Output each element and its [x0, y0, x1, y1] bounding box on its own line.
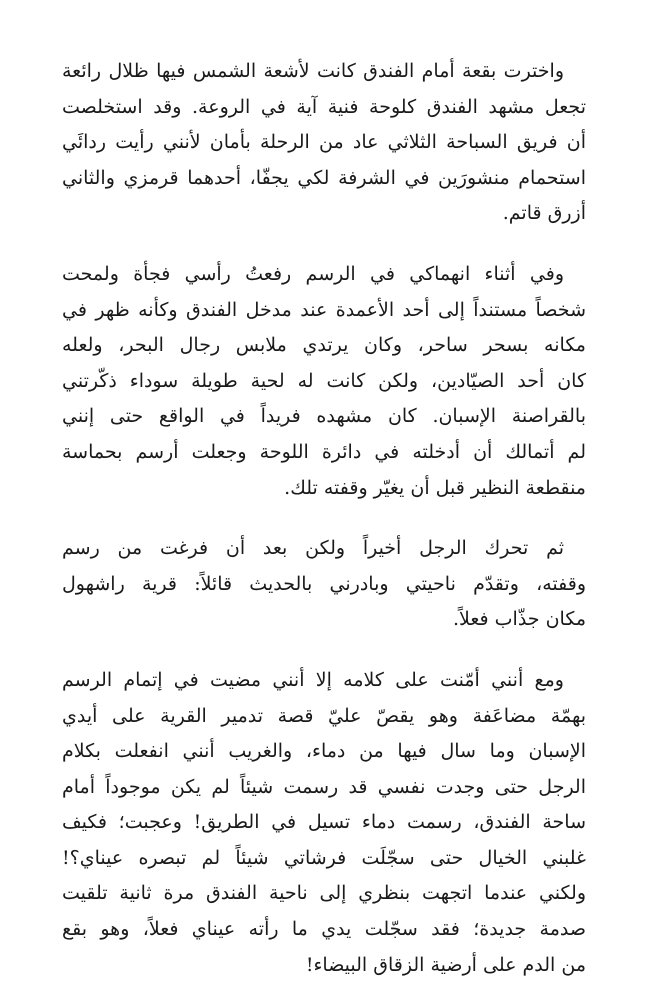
document-page [62, 54, 586, 983]
text-line: استحمام منشورَين في الشرفة لكي يجفّا، أحدهما قرمزي والثاني [62, 166, 586, 189]
text-line: بهمّة مضاعَفة وهو يقصّ عليّ قصة تدمير القرية على أيدي [62, 704, 586, 727]
text-line: منقطعة النظير قبل أن يغيّر وقفته تلك. [284, 476, 586, 499]
text-line: أن فريق السباحة الثلاثي عاد من الرحلة بأمان لأنني رأيت ردائَي [62, 131, 586, 154]
text-line: واخترت بقعة أمام الفندق كانت لأشعة الشمس فيها ظلال رائعة [62, 60, 564, 82]
text-line: ساحة الفندق، رسمت دماء تسيل في الطريق! وعجبت؛ فكيف [62, 811, 586, 834]
paragraph-2 [62, 257, 586, 506]
text-line: أزرق قاتم. [502, 202, 586, 225]
text-line: وقفته، وتقدّم ناحيتي وبادرني بالحديث قائلاً: قرية راشهول [62, 572, 586, 595]
paragraph-4 [62, 663, 586, 983]
text-line: مكان جذّاب فعلاً. [453, 608, 586, 631]
text-line: الرجل حتى وجدت نفسي قد رسمت شيئاً لم يكن موجوداً أمام [62, 775, 586, 798]
text-line: صدمة جديدة؛ فقد سجّلت يدي ما رأته عيناي فعلاً، وهو بقع [62, 918, 586, 941]
text-line: غلبني الخيال حتى سجّلَت فرشاتي شيئاً لم تبصره عيناي؟! [62, 846, 586, 869]
text-line: الإسبان وما سال فيها من دماء، والغريب أنني انفعلت بكلام [62, 740, 586, 763]
text-line: ولكني عندما اتجهت بنظري إلى ناحية الفندق مرة ثانية تلقيت [62, 882, 586, 905]
paragraph-3 [62, 531, 586, 638]
text-line: تجعل مشهد الفندق كلوحة فنية آية في الروعة. وقد استخلصت [62, 95, 586, 118]
text-line: مكانه بسحر ساحر، وكان يرتدي ملابس رجال البحر، ولعله [62, 334, 586, 357]
text-line: لم أتمالك أن أدخلته في دائرة اللوحة وجعلت أرسم بحماسة [62, 440, 586, 463]
text-line: بالقراصنة الإسبان. كان مشهده فريداً في الواقع حتى إنني [62, 405, 586, 428]
text-line: ومع أنني أمّنت على كلامه إلا أنني مضيت في إتمام الرسم [62, 668, 564, 691]
paragraph-gap [62, 232, 586, 257]
text-line: من الدم على أرضية الزقاق البيضاء! [305, 953, 586, 976]
text-line: شخصاً مستنداً إلى أحد الأعمدة عند مدخل الفندق وكأنه ظهر في [62, 298, 586, 321]
text-line: كان أحد الصيّادين، ولكن كانت له لحية طويلة سوداء ذكّرتني [62, 369, 586, 392]
text-line: ثم تحرك الرجل أخيراً ولكن بعد أن فرغت من رسم [62, 537, 564, 560]
text-line: وفي أثناء انهماكي في الرسم رفعتُ رأسي فجأة ولمحت [62, 262, 564, 285]
paragraph-gap [62, 506, 586, 531]
paragraph-1 [62, 54, 586, 232]
paragraph-gap [62, 638, 586, 663]
